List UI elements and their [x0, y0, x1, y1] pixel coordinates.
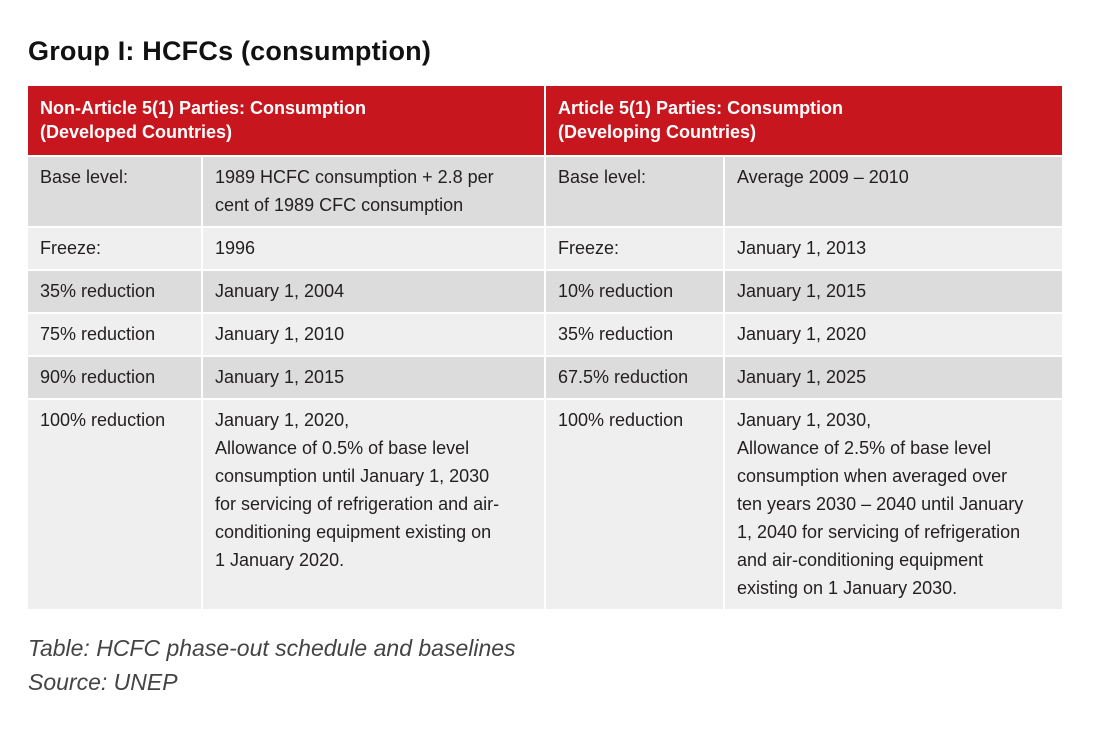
cell-text-line: January 1, 2015: [215, 367, 345, 387]
cell-text-line: conditioning equipment existing on: [215, 522, 492, 542]
cell-text-line: and air-conditioning equipment: [737, 550, 984, 570]
non-article5-value-cell: [202, 270, 545, 313]
table-row: [28, 227, 1062, 270]
table-row: [28, 356, 1062, 399]
non-article5-value-cell: [202, 356, 545, 399]
cell-text-line: ten years 2030 – 2040 until January: [737, 494, 1024, 514]
cell-text-line: consumption when averaged over: [737, 466, 1008, 486]
article5-value-cell: [724, 156, 1062, 227]
header-article5-line1: Article 5(1) Parties: Consumption: [558, 98, 844, 118]
non-article5-label-cell: Base level:: [28, 156, 202, 227]
cell-text-line: 1 January 2020.: [215, 550, 345, 570]
header-non-article5-line2: (Developed Countries): [40, 122, 233, 142]
cell-text-line: consumption until January 1, 2030: [215, 466, 490, 486]
non-article5-label-cell: Freeze:: [28, 227, 202, 270]
header-article5-line2: (Developing Countries): [558, 122, 757, 142]
cell-text-line: Average 2009 – 2010: [737, 167, 909, 187]
table-row: [28, 399, 1062, 609]
cell-text-line: 1996: [215, 238, 256, 258]
cell-text-line: January 1, 2020,: [215, 410, 350, 430]
non-article5-label-cell: 90% reduction: [28, 356, 202, 399]
non-article5-value-cell: [202, 156, 545, 227]
cell-text-line: January 1, 2013: [737, 238, 867, 258]
article5-label-cell: 35% reduction: [545, 313, 724, 356]
header-non-article5: [28, 86, 545, 156]
table-row: [28, 270, 1062, 313]
page-title: Group I: HCFCs (consumption): [28, 36, 432, 66]
caption-title: Table: HCFC phase-out schedule and baselines: [28, 635, 516, 661]
cell-text-line: cent of 1989 CFC consumption: [215, 195, 464, 215]
cell-text-line: January 1, 2030,: [737, 410, 872, 430]
non-article5-value-cell: [202, 227, 545, 270]
article5-label-cell: Base level:: [545, 156, 724, 227]
article5-label-cell: 100% reduction: [545, 399, 724, 609]
article5-label-cell: 10% reduction: [545, 270, 724, 313]
table-body: [28, 156, 1062, 609]
non-article5-label-cell: 75% reduction: [28, 313, 202, 356]
cell-text-line: January 1, 2010: [215, 324, 345, 344]
article5-value-cell: [724, 270, 1062, 313]
article5-value-cell: [724, 399, 1062, 609]
cell-text-line: Allowance of 2.5% of base level: [737, 438, 992, 458]
header-non-article5-line1: Non-Article 5(1) Parties: Consumption: [40, 98, 367, 118]
table-row: [28, 313, 1062, 356]
cell-text-line: 1989 HCFC consumption + 2.8 per: [215, 167, 494, 187]
article5-value-cell: [724, 356, 1062, 399]
cell-text-line: Allowance of 0.5% of base level: [215, 438, 470, 458]
cell-text-line: January 1, 2025: [737, 367, 867, 387]
table-header-row: [28, 86, 1062, 156]
non-article5-value-cell: [202, 313, 545, 356]
cell-text-line: January 1, 2020: [737, 324, 867, 344]
table-caption: [28, 631, 516, 699]
non-article5-label-cell: 100% reduction: [28, 399, 202, 609]
article5-value-cell: [724, 313, 1062, 356]
article5-label-cell: 67.5% reduction: [545, 356, 724, 399]
header-article5: [545, 86, 1062, 156]
table-row: [28, 156, 1062, 227]
cell-text-line: for servicing of refrigeration and air-: [215, 494, 500, 514]
caption-source: Source: UNEP: [28, 669, 178, 695]
article5-value-cell: [724, 227, 1062, 270]
hcfc-schedule-table: [28, 86, 1062, 609]
cell-text-line: January 1, 2004: [215, 281, 345, 301]
article5-label-cell: Freeze:: [545, 227, 724, 270]
cell-text-line: January 1, 2015: [737, 281, 867, 301]
cell-text-line: 1, 2040 for servicing of refrigeration: [737, 522, 1021, 542]
cell-text-line: existing on 1 January 2030.: [737, 578, 958, 598]
non-article5-label-cell: 35% reduction: [28, 270, 202, 313]
non-article5-value-cell: [202, 399, 545, 609]
